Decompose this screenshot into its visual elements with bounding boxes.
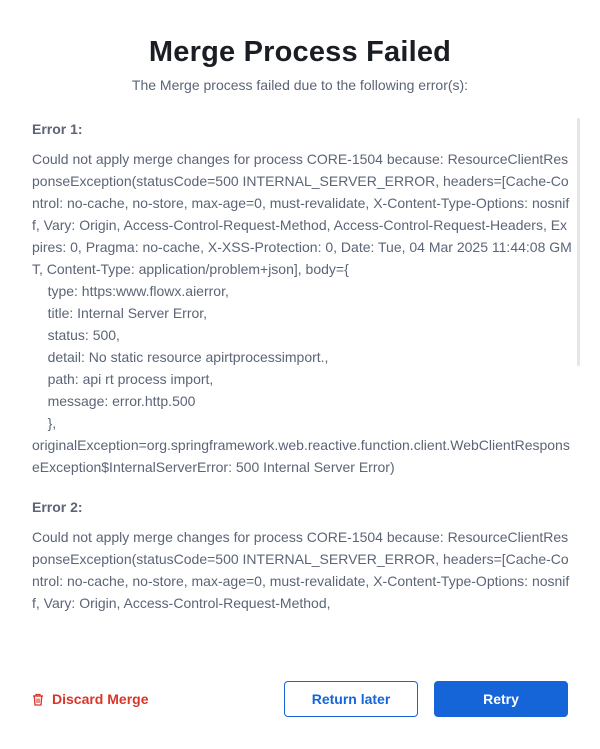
error-title: Error 2: bbox=[32, 499, 83, 515]
error-item bbox=[32, 496, 572, 614]
retry-button[interactable]: Retry bbox=[434, 681, 568, 717]
discard-merge-label: Discard Merge bbox=[52, 691, 149, 707]
error-list-scrollbar[interactable] bbox=[577, 118, 580, 366]
error-message: Could not apply merge changes for process CORE-1504 because: ResourceClientResponseException(statusCode=500 INTERNAL_SERVER_ERROR, headers=[Cache-Control: no-cache, no-store, max-age=0, must-revalidate, X-Content-Type-Options: nosniff, Vary: Origin, Access-Control-Request-Method, bbox=[32, 529, 570, 611]
error-list[interactable] bbox=[32, 118, 572, 630]
trash-icon bbox=[32, 693, 44, 706]
discard-merge-button[interactable] bbox=[32, 689, 148, 709]
error-item bbox=[32, 118, 572, 478]
return-later-button[interactable]: Return later bbox=[284, 681, 418, 717]
dialog-subtitle: The Merge process failed due to the following error(s): bbox=[131, 77, 469, 93]
dialog-title: Merge Process Failed bbox=[148, 36, 452, 68]
error-title: Error 1: bbox=[32, 121, 83, 137]
error-message: Could not apply merge changes for process CORE-1504 because: ResourceClientResponseException(statusCode=500 INTERNAL_SERVER_ERROR, headers=[Cache-Control: no-cache, no-store, max-age=0, must-revalidate, X-Content-Type-Options: nosniff, Vary: Origin, Access-Control-Request-Method, Access-Control-Request-Headers, Expires: 0, Pragma: no-cache, X-XSS-Protection: 0, Date: Tue, 04 Mar 2025 11:44:08 GMT, Content-Type: application/problem+json], body={ type: https:www.flowx.aierror, title: Internal Server Error, status: 500, detail: No static resource apirtprocessimport., path: api rt process import, message: error.http.500 }, originalException=org.springframework.web.reactive.function.client.WebClientResponseException$InternalServerError: 500 Internal Server Error) bbox=[32, 151, 572, 475]
